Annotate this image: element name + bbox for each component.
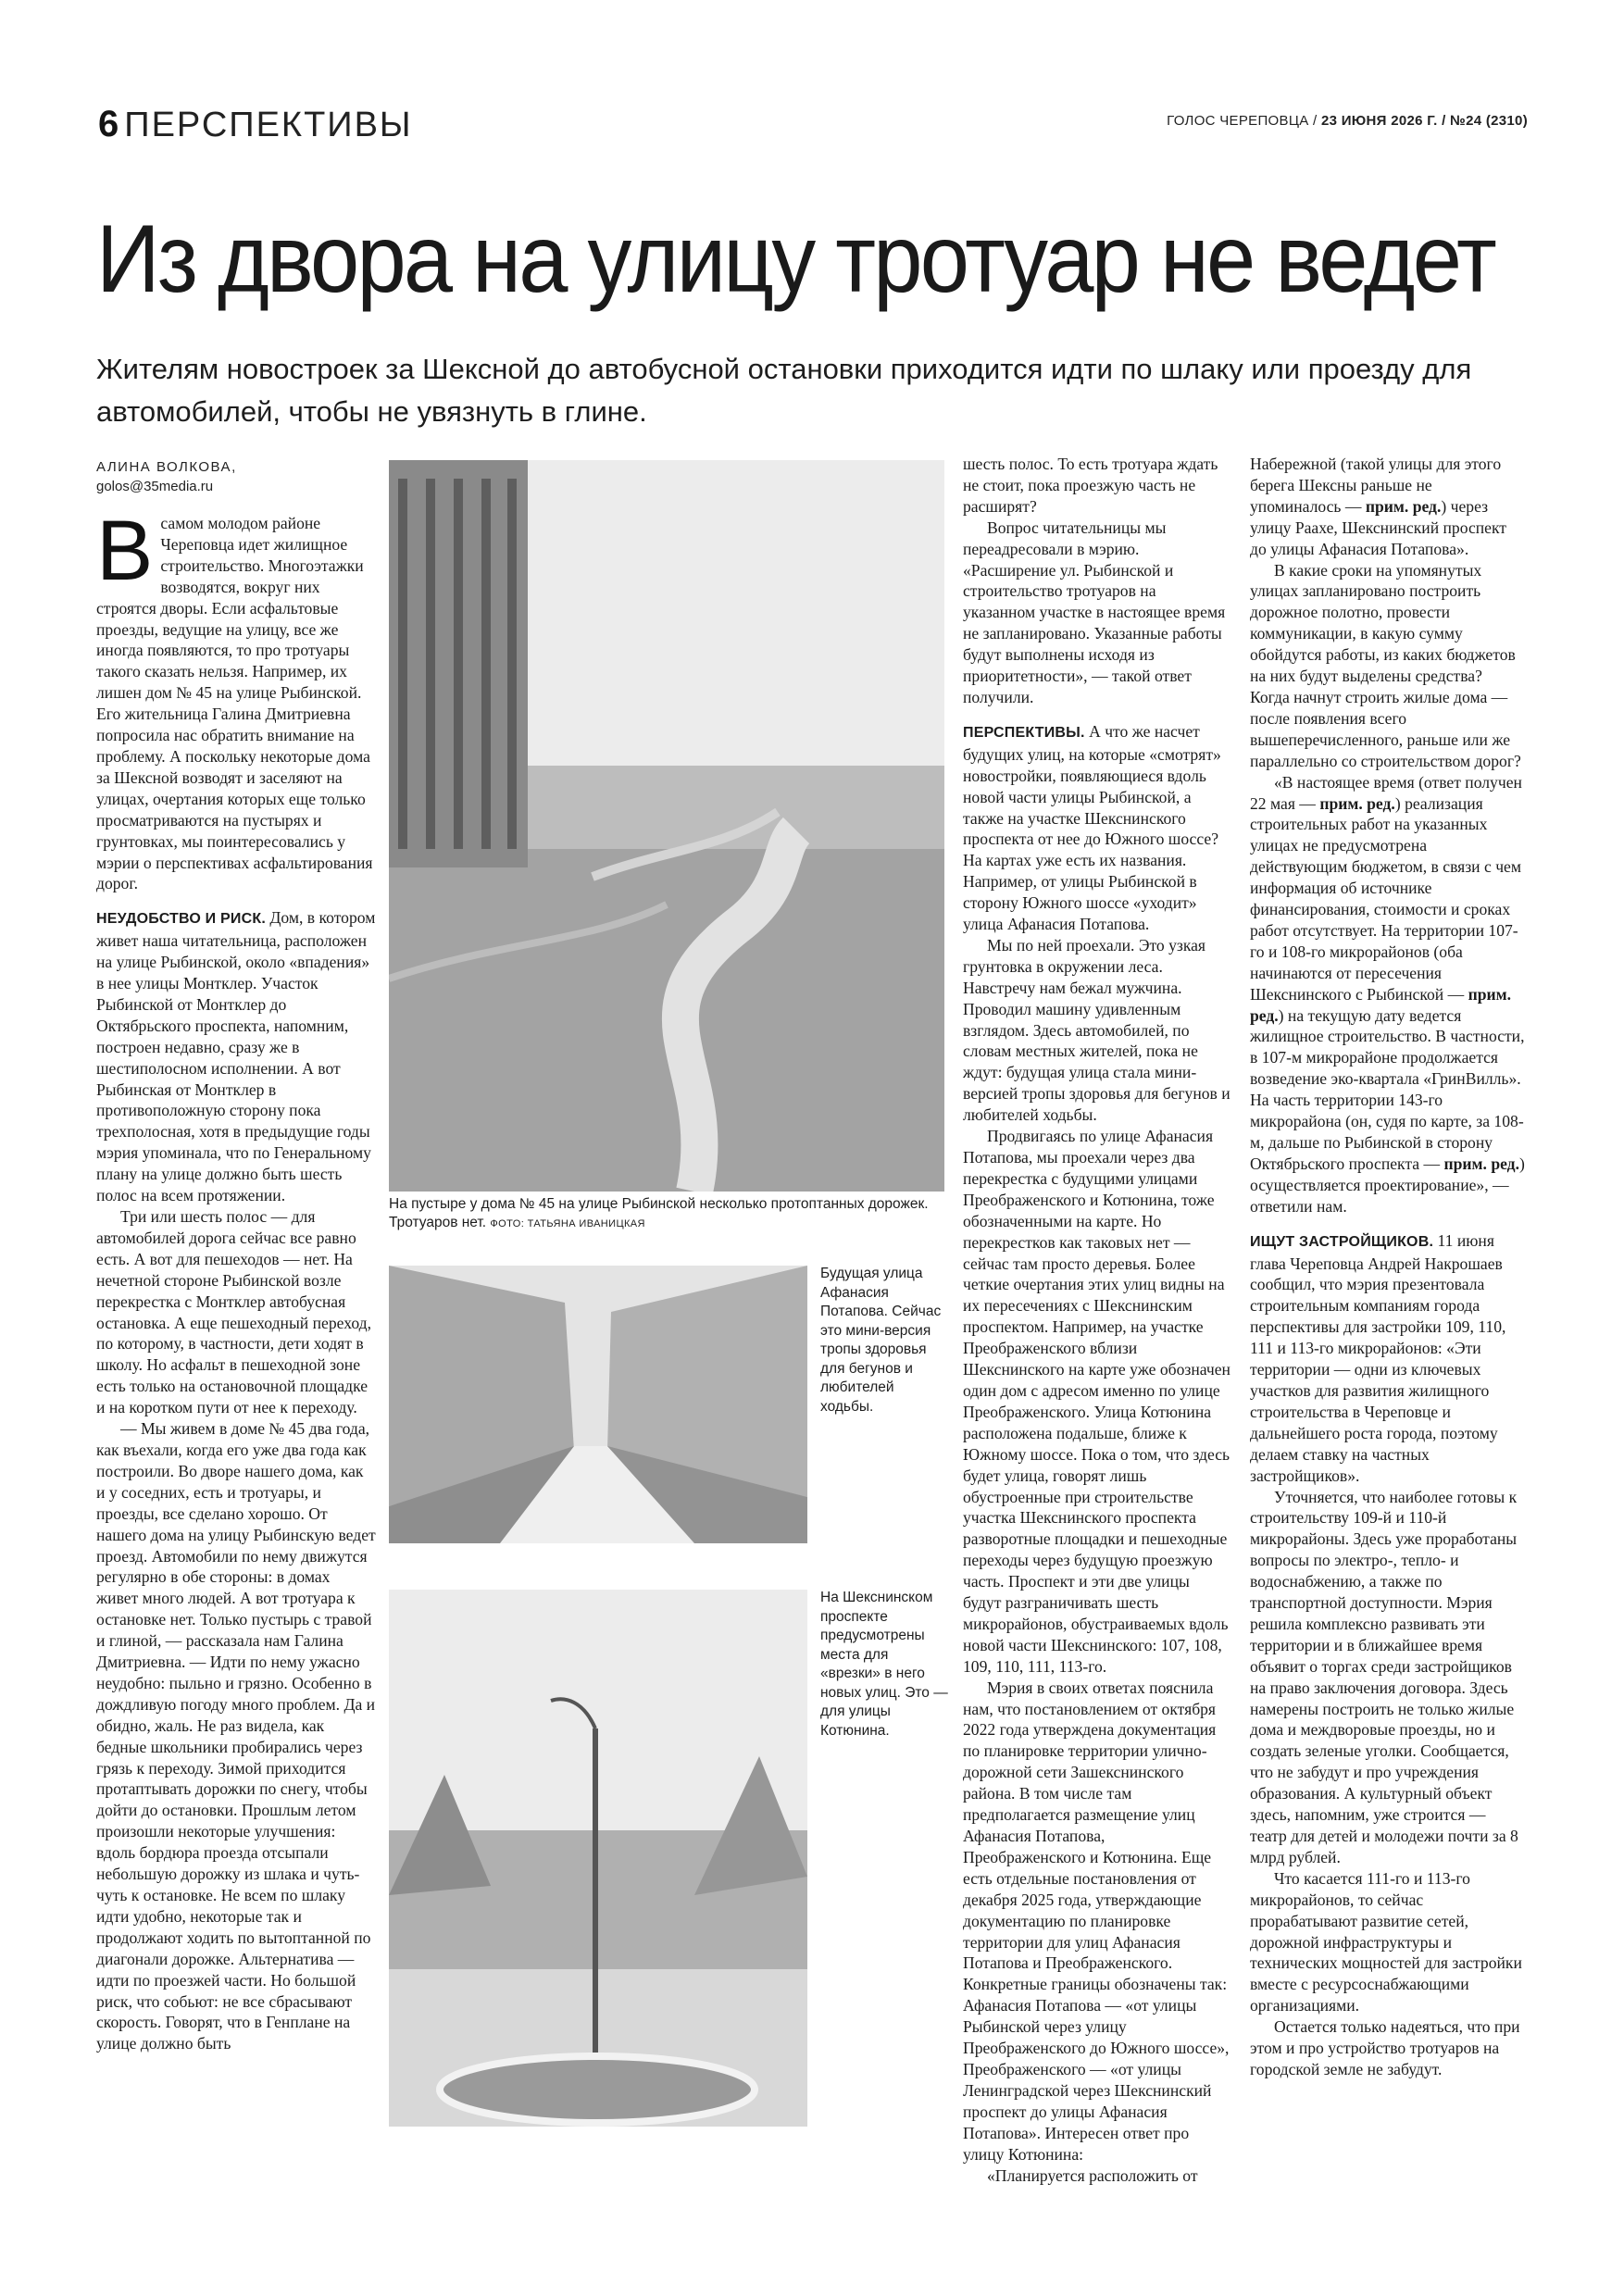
editor-note: прим. ред. [1443,1154,1519,1173]
paragraph [96,907,376,1206]
byline [96,457,237,496]
rubric-perspectives: ПЕРСПЕКТИВЫ. [963,724,1085,741]
paragraph: Мы по ней проехали. Это узкая грунтовка в окружении леса. Навстречу нам бежал мужчина. Проводил машину удивленным взглядом. Здесь автомобилей, по словам местных жителей, пока не ждут: будущая улица стала мини-версией тропы здоровья для бегунов и любителей ходьбы. [963,935,1230,1125]
paper-name: ГОЛОС ЧЕРЕПОВЦА [1167,113,1309,129]
paragraph [1250,1230,1526,1487]
paragraph-text: ) на текущую дату ведется жилищное строительство. В частности, в 107-м микрорайоне продолжается возведение эко-квартала «ГринВилль». На часть территории 143-го микрорайона (он, судя по карте, за 108-м, дальше по Рыбинской в сторону Октябрьского проспекта — [1250,1005,1525,1173]
section-title: ПЕРСПЕКТИВЫ [124,106,413,144]
paragraph: Три или шесть полос — для автомобилей дорога сейчас все равно есть. А вот для пешеходов — нет. На нечетной стороне Рыбинской возле перекрестка с Монтклер автобусная остановка. А еще пешеходный переход, по которому, в частности, дети ходят в школу. Но асфальт в пешеходной зоне есть только на остановочной площадке и на коротком пути от нее к переходу. [96,1207,371,1417]
paragraph: Остается только надеяться, что при этом и про устройство тротуаров на городской земле не забудут. [1250,2017,1520,2078]
headline: Из двора на улицу тротуар не ведет [96,206,1495,313]
paragraph: Вопрос читательницы мы переадресовали в мэрию. «Расширение ул. Рыбинской и строительство тротуаров на указанном участке в настоящее время не запланировано. Указанные работы будут выполнены исходя из приоритетности», — такой ответ получили. [963,518,1226,706]
paragraph: — Мы живем в доме № 45 два года, как въехали, когда его уже два года как построили. Во дворе нашего дома, как и у соседних, есть и тротуары, и проезды, все сделано хорошо. От нашего дома на улицу Рыбинскую ведет проезд. Автомобили по нему движутся регулярно в обе стороны: в домах живет много людей. А вот тротуара к остановке нет. Только пустырь с травой и глиной, — рассказала нам Галина Дмитриевна. — Идти по нему ужасно неудобно: пыльно и грязно. Особенно в дождливую погоду много проблем. Да и обидно, жаль. Не раз видела, как бедные школьники пробирались через грязь к переходу. Зимой приходится протаптывать дорожки по снегу, чтобы дойти до остановки. Прошлым летом произошли некоторые улучшения: вдоль бордюра проезда отсыпали небольшую дорожку из шлака и чуть-чуть к остановке. Не всем по шлаку идти удобно, некоторые так и продолжают ходить по вытоптанной по диагонали дорожке. Альтернатива — идти по проезжей части. Но большой риск, что собьют: не все сбрасывают скорость. Говорят, что в Генплане на улице должно быть [96,1419,376,2053]
paragraph-text: ) реализация строительных работ на указанных улицах не предусмотрена действующим бюджетом, в связи с чем информация об источнике финансирования, стоимости и сроках работ отсутствует. На территории 107-го и 108-го микрорайонов (оба начинаются от пересечения Шекснинского с Рыбинской — [1250,793,1521,1004]
photo-wasteland [389,460,944,1192]
photo-future-street [389,1266,807,1543]
photo3-caption: На Шекснинском проспекте предусмотрены места для «врезки» в него новых улиц. Это — для улицы Котюнина. [820,1590,948,1739]
lead: Жителям новостроек за Шексной до автобусной остановки приходится идти по шлаку или проезду для автомобилей, чтобы не увязнуть в глине. [96,353,1472,428]
editor-note: прим. ред. [1319,793,1395,813]
editor-note: прим. ред. [1365,496,1442,516]
paragraph-text: Дом, в котором живет наша читательница, расположен на улице Рыбинской, около «впадения» в нее улицы Монтклер. Участок Рыбинской от Монтклер до Октябрьского проспекта, напомним, построен недавно, сразу же в шестиполосном исполнении. А вот Рыбинская от Монтклер в противоположную сторону пока трехполосная, хотя в предыдущие годы мэрия упоминала, что по Генеральному плану на улице должно быть шесть полос на всем протяжении. [96,908,376,1205]
paragraph: шесть полос. То есть тротуара ждать не стоит, пока проезжую часть не расширят? [963,455,1218,516]
photo-credit: ФОТО: ТАТЬЯНА ИВАНИЦКАЯ [490,1218,645,1229]
running-head-issue: ГОЛОС ЧЕРЕПОВЦА / 23 ИЮНЯ 2026 Г. / №24 (2310) [1167,113,1528,129]
paragraph-text: ) через улицу Раахе, Шекснинский проспект до улицы Афанасия Потапова». [1250,496,1506,558]
photo2-caption: Будущая улица Афанасия Потапова. Сейчас это мини-версия тропы здоровья для бегунов и любителей ходьбы. [820,1266,942,1415]
paragraph-text: ) осуществляется проектирование», — ответили нам. [1250,1154,1525,1216]
column-1 [96,504,376,2054]
paragraph-text: 11 июня глава Череповца Андрей Накрошаев сообщил, что мэрия презентовала строительным компаниям города перспективы для застройки 109, 110, 111 и 113-го микрорайонов: «Эти территории — одни из ключевых участков для развития жилищного строительства в Череповце и дальнейшего роста города, поэтому делаем ставку на частных застройщиков». [1250,1230,1506,1485]
paragraph-text: «В настоящее время (ответ получен 22 мая — [1250,772,1522,813]
caption-text: На пустыре у дома № 45 на улице Рыбинской несколько протоптанных дорожек. Тротуаров нет. [389,1196,929,1230]
editor-note: прим. ред. [1250,984,1512,1025]
paragraph [963,721,1231,935]
paragraph-intro [96,504,376,894]
column-4 [1250,454,1526,2080]
paragraph [1250,772,1526,1217]
dropcap: В [96,504,154,598]
issue-info: 23 ИЮНЯ 2026 Г. / №24 (2310) [1320,113,1528,129]
paragraph [1250,454,1526,560]
paragraph-text: самом молодом районе Череповца идет жилищное строительство. Многоэтажки возводятся, вокруг них строятся дворы. Если асфальтовые проезды, ведущие на улицу, все же иногда появляются, то про тротуары такого сказать нельзя. Например, их лишен дом № 45 на улице Рыбинской. Его жительница Галина Дмитриевна попросила нас обратить внимание на проблему. А поскольку некоторые дома за Шексной возводят и заселяют на улицах, очертания которых еще только просматриваются на пустырях и грунтовках, мы поинтересовались у мэрии о перспективах асфальтирования дорог. [96,514,373,893]
paragraph: Что касается 111-го и 113-го микрорайонов, то сейчас прорабатывают развитие сетей, дорожной инфраструктуры и технических мощностей для застройки вместе с ресурсоснабжающими организациями. [1250,1868,1522,2015]
author-name: АЛИНА ВОЛКОВА, [96,459,237,475]
rubric-inconvenience: НЕУДОБСТВО И РИСК. [96,911,266,928]
paragraph: Продвигаясь по улице Афанасия Потапова, мы проехали через два перекрестка с будущими улицами Преображенского и Котюнина, тоже обозначенными на карте. Но перекрестков как таковых нет — сейчас там просто деревья. Более четкие очертания этих улиц видны на их пересечениях с Шекснинским проспектом. Например, на участке Преображенского вблизи Шекснинского на карте уже обозначен один дом с адресом именно по улице Преображенского. Улица Котюнина расположена подальше, ближе к Южному шоссе. Пока о том, что здесь будет улица, говорят лишь обустроенные при строительстве участка Шекснинского проспекта разворотные площадки и пешеходные переходы через будущую проезжую часть. Проспект и эти две улицы будут разграничивать шесть микрорайонов, обустраиваемых вдоль новой части Шекснинского: 107, 108, 109, 110, 111, 113-го. [963,1127,1230,1676]
page-number: 6 [98,104,119,144]
photo1-caption [389,1195,944,1233]
paragraph: Уточняется, что наиболее готовы к строительству 109-й и 110-й микрорайоны. Здесь уже проработаны вопросы по электро-, тепло- и водоснабжению, а также по транспортной доступности. Мэрия решила комплексно развивать эти территории и в ближайшее время объявит о торгах среди застройщиков на право заключения договора. Здесь намерены построить не только жилые дома и междворовые проезды, но и создать зеленые уголки. Сообщается, что не забудут и про учреждения образования. А культурный объект здесь, напомним, уже строится — театр для детей и молодежи почти за 8 млрд рублей. [1250,1487,1518,1866]
paragraph-text: А что же насчет будущих улиц, на которые «смотрят» новостройки, появляющиеся вдоль новой части улицы Рыбинской, а также на участке Шекснинского проспекта от нее до Южного шоссе? На картах уже есть их названия. Например, от улицы Рыбинской в сторону Южного шоссе «уходит» улица Афанасия Потапова. [963,721,1221,934]
paragraph: Мэрия в своих ответах пояснила нам, что постановлением от октября 2022 года утверждена документация по планировке территории улично-дорожной сети Зашекснинского района. В том числе там предполагается размещение улиц Афанасия Потапова, Преображенского и Котюнина. Еще есть отдельные постановления от декабря 2025 года, утверждающие документацию по планировке территории для улиц Афанасия Потапова и Преображенского. Конкретные границы обозначены так: Афанасия Потапова — «от улицы Рыбинской через улицу Преображенского до Южного шоссе», Преображенского — «от улицы Ленинградской через Шекснинский проспект до улицы Афанасия Потапова». Интересен ответ про улицу Котюнина: [963,1678,1230,2164]
column-3 [963,454,1231,2186]
rubric-developers: ИЩУТ ЗАСТРОЙЩИКОВ. [1250,1233,1434,1250]
author-email[interactable]: golos@35media.ru [96,479,214,494]
paragraph: В какие сроки на упомянутых улицах запланировано построить дорожное полотно, провести коммуникации, в какую сумму обойдутся работы, из каких бюджетов на них будут выделены средства? Когда начнут строить жилые дома — после появления всего вышеперечисленного, раньше или же параллельно со строительством дорог? [1250,560,1521,770]
running-head [98,104,413,157]
paragraph-text: Набережной (такой улицы для этого берега Шексны раньше не упоминалось — [1250,455,1502,516]
photo-prospect [389,1590,807,2127]
paragraph: «Планируется расположить от [987,2165,1198,2185]
